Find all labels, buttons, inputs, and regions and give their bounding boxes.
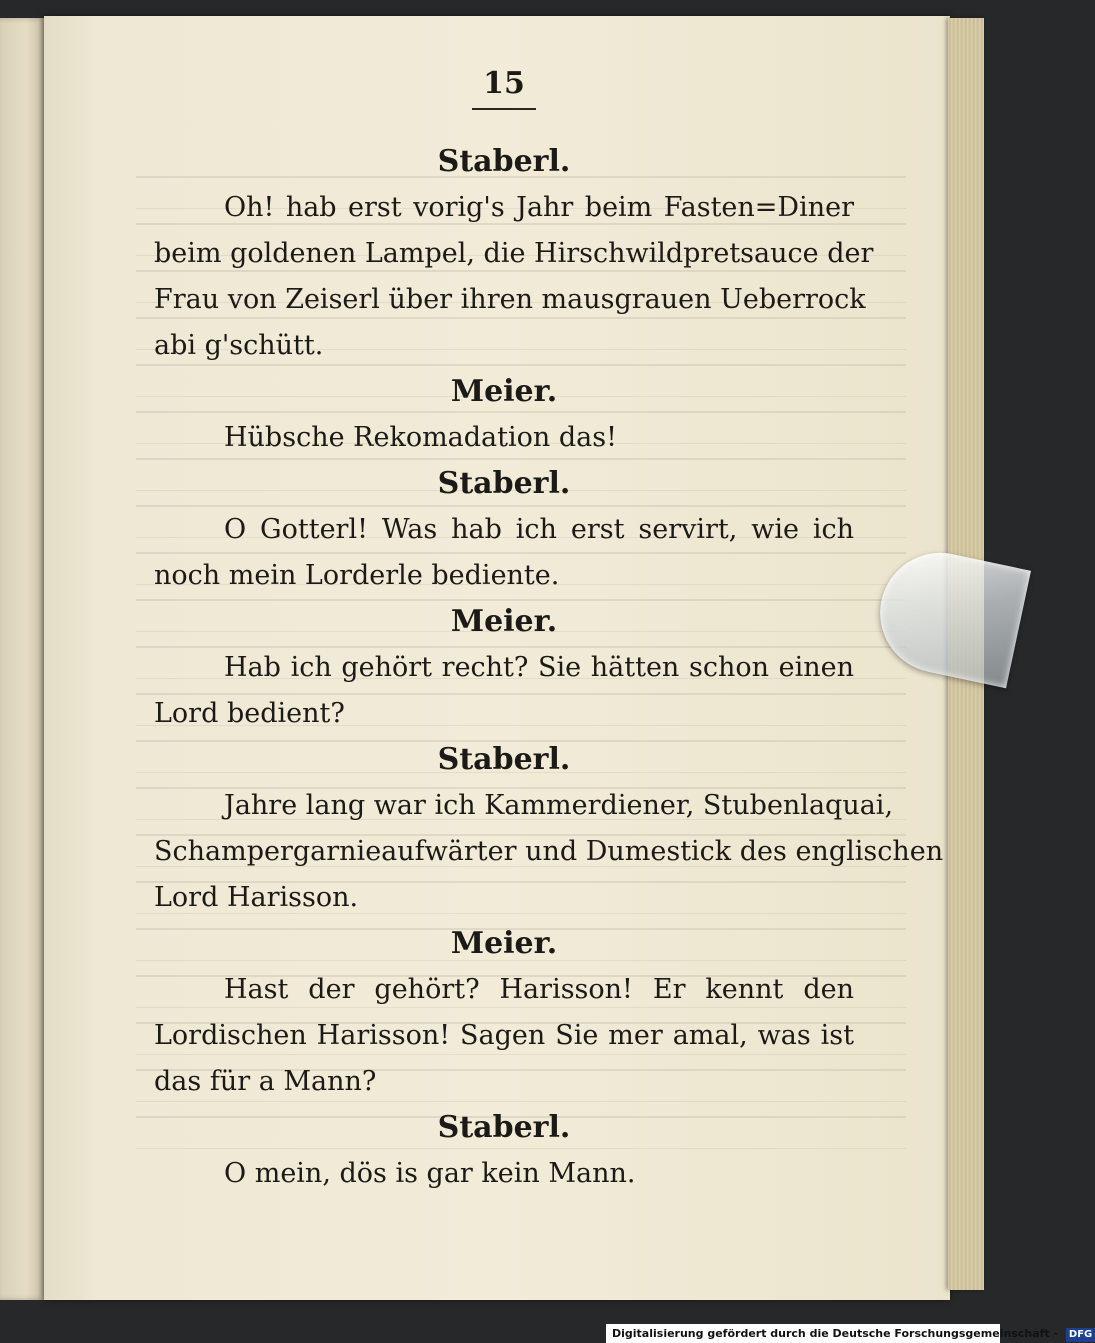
dfg-logo: DFG: [1066, 1328, 1095, 1342]
text-line: Lord bedient?: [154, 698, 345, 729]
text-line: Lord Harisson.: [154, 882, 359, 913]
text-line: Hübsche Rekomadation das!: [224, 422, 617, 453]
speaker-name: Staberl.: [437, 1110, 571, 1145]
text-line: das für a Mann?: [154, 1066, 377, 1097]
text-line: beim goldenen Lampel, die Hirschwildpretsauce der: [154, 238, 874, 269]
text-line: abi g'schütt.: [154, 330, 324, 361]
left-page-edge: [0, 18, 46, 1300]
book-page: [44, 16, 950, 1300]
speaker-name: Staberl.: [437, 466, 571, 501]
text-line: Lordischen Harisson! Sagen Sie mer amal, was ist: [154, 1020, 854, 1051]
footer-text: Digitalisierung gefördert durch die Deutsche Forschungsgemeinschaft -: [612, 1327, 1059, 1340]
text-line: Hast der gehört? Harisson! Er kennt den: [224, 974, 854, 1005]
text-line: noch mein Lorderle bediente.: [154, 560, 560, 591]
text-line: O Gotterl! Was hab ich erst servirt, wie ich: [224, 514, 854, 545]
text-line: Frau von Zeiserl über ihren mausgrauen Ueberrock: [154, 284, 866, 315]
speaker-name: Meier.: [450, 374, 558, 409]
text-line: Oh! hab erst vorig's Jahr beim Fasten=Diner: [224, 192, 854, 223]
speaker-name: Meier.: [450, 926, 558, 961]
text-line: Schampergarnieaufwärter und Dumestick des englischen: [154, 836, 944, 867]
page-number-rule: [472, 108, 536, 110]
page-number: 15: [483, 66, 525, 101]
text-line: O mein, dös is gar kein Mann.: [224, 1158, 636, 1189]
digitization-footer: [606, 1324, 1093, 1343]
speaker-name: Staberl.: [437, 742, 571, 777]
text-line: Jahre lang war ich Kammerdiener, Stubenlaquai,: [224, 790, 894, 821]
speaker-name: Staberl.: [437, 144, 571, 179]
speaker-name: Meier.: [450, 604, 558, 639]
text-line: Hab ich gehört recht? Sie hätten schon einen: [224, 652, 854, 683]
